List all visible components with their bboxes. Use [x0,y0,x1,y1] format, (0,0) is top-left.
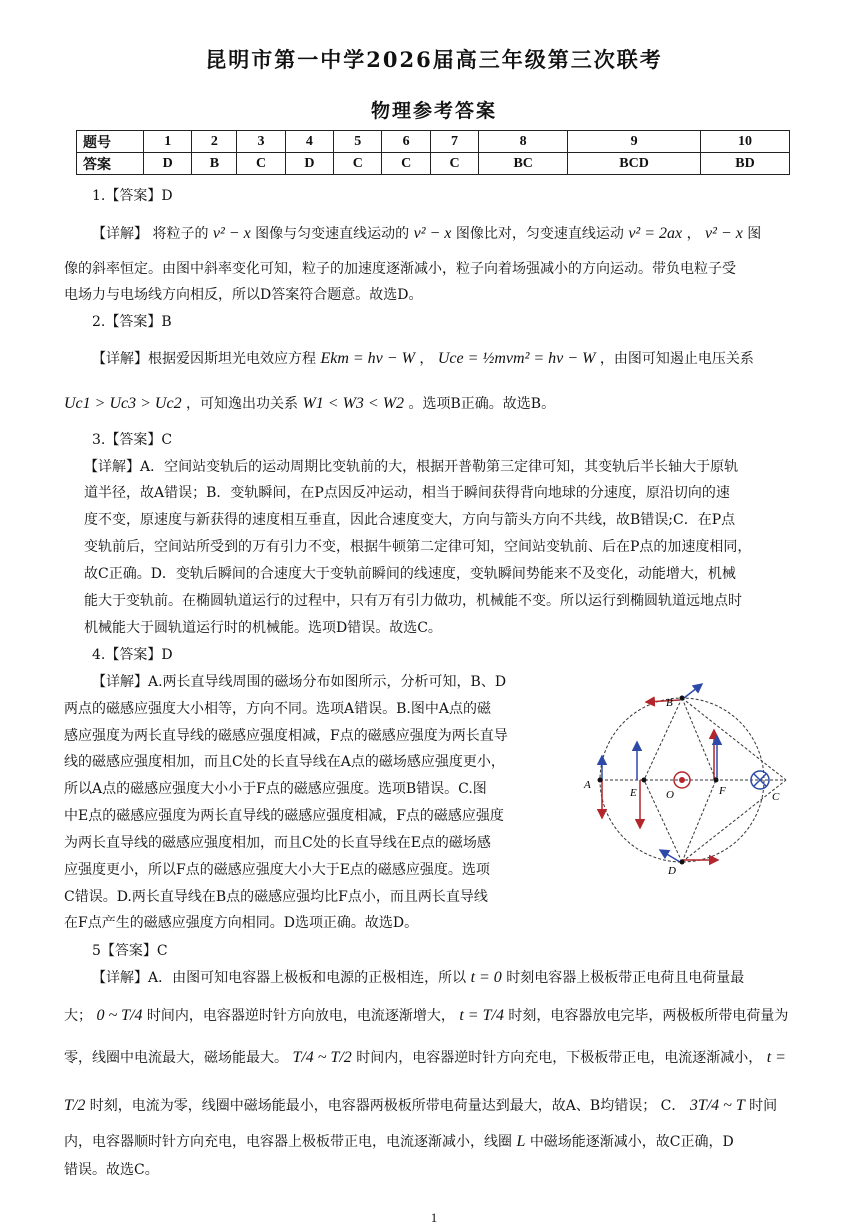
point-label-d: D [668,865,676,877]
q4-explanation-line: 为两长直导线的磁感应强度相加，而且C处的长直导线在E点的磁场感 [64,835,491,851]
answer-cell: D [144,153,192,175]
q3-explanation-line: 能大于变轨前。在椭圆轨道运行的过程中，只有万有引力做功，机械能不变。所以运行到椭圆轨道远地点时 [84,593,742,609]
q5-formula: T/2 [64,1097,86,1114]
answer-table [76,130,790,175]
point-label-o: O [666,789,674,801]
page-number: 1 [430,1210,438,1225]
q1-text: 图像与匀变速直线运动的 [255,226,410,242]
q5-explanation-line [92,968,744,988]
q3-explanation-line: 变轨前后，空间站所受到的万有引力不变，根据牛顿第二定律可知，空间站变轨前、后在P点的加速度相同， [84,539,752,555]
q5-text: 中磁场能逐渐减小，故C正确，D [529,1134,734,1150]
q5-text: 时间内，电容器逆时针方向放电，电流逐渐增大， [146,1008,455,1024]
q2-text: ，可知逸出功关系 [186,396,299,412]
q2-formula: Uc1 > Uc3 > Uc2 [64,395,182,412]
q2-text: ， [419,351,434,367]
q5-text: 时间 [749,1098,778,1114]
q5-formula: L [516,1133,526,1150]
q4-explanation-line: 线的磁感应强度相加，而且C处的长直导线在A点的磁场感应强度更小， [64,754,505,770]
q5-text: 时刻，电容器放电完毕，两极板所带电荷量为 [508,1008,789,1024]
q3-explanation-line: 故C正确。D．变轨后瞬间的合速度大于变轨前瞬间的线速度，变轨瞬间势能来不及变化，动能增大，机械 [84,566,736,582]
q2-text: 【详解】根据爱因斯坦光电效应方程 [92,351,316,367]
answer-cell: C [334,153,382,175]
answer-table-header-row [77,131,790,153]
q1-formula: v² − x [413,225,452,242]
q4-explanation-line: C错误。D.两长直导线在B点的磁感应强均比F点小，而且两长直导线 [64,889,488,905]
magnetic-field-diagram [582,676,804,882]
q4-explanation-line: 感应强度为两长直导线的磁感应强度相减，F点的磁感应强度为两长直导 [64,728,508,744]
q1-text: 图像比对，匀变速直线运动 [455,226,624,242]
question-number: 4 [285,131,333,153]
q1-formula: v² = 2ax [628,225,683,242]
answer-cell: D [285,153,333,175]
q4-explanation-line: 两点的磁感应强度大小相等，方向不同。选项A错误。B.图中A点的磁 [64,701,491,717]
field-vector-arrow [646,700,680,702]
point-marker [680,696,685,701]
answer-cell: BC [479,153,568,175]
q5-text: 时刻电容器上极板带正电荷且电荷量最 [506,970,745,986]
q5-formula: t = 0 [470,969,502,986]
q3-explanation-line: 度不变，原速度与新获得的速度相互垂直，因此合速度变大，方向与箭头方向不共线，故B错误;C．在P点 [84,512,736,528]
q1-explanation-line [92,224,761,244]
q1-explanation-line: 像的斜率恒定。由图中斜率变化可知，粒子的加速度逐渐减小，粒子向着场强减小的方向运动。带负电粒子受 [64,261,736,277]
point-marker [680,860,685,865]
q5-explanation-line [64,1006,788,1026]
point-label-b: B [666,697,673,709]
question-number: 6 [382,131,430,153]
guide-line [682,780,716,862]
point-label-f: F [719,785,726,797]
q5-text: 内，电容器顺时针方向充电，电容器上极板带正电，电流逐渐减小，线圈 [64,1134,512,1150]
answer-cell: C [237,153,285,175]
answer-table-answer-row [77,153,790,175]
q5-text: 【详解】A．由图可知电容器上极板和电源的正极相连，所以 [92,970,467,986]
q5-explanation-line [64,1048,786,1068]
q1-explanation-line: 电场力与电场线方向相反，所以D答案符合题意。故选D。 [64,287,423,303]
page-subtitle: 物理参考答案 [370,100,497,122]
q5-formula: 3T/4 ~ T [689,1097,745,1114]
q5-answer-heading: 5【答案】C [92,943,168,959]
q3-explanation-line: 道半径，故A错误；B．变轨瞬间，在P点因反冲运动，相当于瞬间获得背向地球的分速度，原沿切向的速 [84,485,730,501]
q2-answer-heading: 2.【答案】B [92,314,172,330]
q5-explanation-line [64,1096,777,1116]
q4-answer-heading: 4.【答案】D [92,647,173,663]
q3-explanation-line: 机械能大于圆轨道运行时的机械能。选项D错误。故选C。 [84,620,442,636]
answer-cell: C [430,153,478,175]
answer-cell: BD [701,153,790,175]
question-number: 1 [144,131,192,153]
q1-answer-heading: 1.【答案】D [92,188,173,204]
q3-explanation-line: 【详解】A．空间站变轨后的运动周期比变轨前的大，根据开普勒第三定律可知，其变轨后半长轴大于原轨 [84,459,739,475]
guide-line [644,698,682,780]
q4-explanation-line: 在F点产生的磁感应强度方向相同。D选项正确。故选D。 [64,915,419,931]
q2-formula: W1 < W3 < W2 [302,395,405,412]
q1-text: ， [686,226,701,242]
q2-formula: Uce = ½mvm² = hν − W [437,350,596,367]
question-number: 8 [479,131,568,153]
q5-explanation-line [64,1132,734,1152]
answer-cell: BCD [568,153,701,175]
point-label-a: A [584,779,591,791]
page-title: 昆明市第一中学2026届高三年级第三次联考 [205,47,663,72]
field-vector-arrow [684,684,702,698]
guide-line [644,780,682,862]
q5-text: 时间内，电容器逆时针方向充电，下极板带正电，电流逐渐减小， [356,1050,763,1066]
q4-explanation-line: 【详解】A.两长直导线周围的磁场分布如图所示，分析可知，B、D [92,674,507,690]
question-number: 9 [568,131,701,153]
q5-formula: 0 ~ T/4 [96,1007,143,1024]
q5-text: 时刻，电流为零，线圈中磁场能最小，电容器两极板所带电荷量达到最大，故A、B均错误； C． [89,1098,686,1114]
q2-text: 。选项B正确。故选B。 [408,396,556,412]
q2-text: ，由图可知遏止电压关系 [599,351,754,367]
answer-cell: B [192,153,237,175]
guide-line [682,698,716,780]
question-number: 7 [430,131,478,153]
q4-explanation-line: 所以A点的磁感应强度大小小于F点的磁感应强度。选项B错误。C.图 [64,781,487,797]
point-marker [598,778,603,783]
q5-text: 大； [64,1008,92,1024]
q5-explanation-line: 错误。故选C。 [64,1162,159,1178]
answer-cell: C [382,153,430,175]
answer-label: 答案 [77,153,144,175]
question-number: 10 [701,131,790,153]
q1-formula: v² − x [705,225,743,242]
q2-formula: Ekm = hν − W [320,350,415,367]
q2-explanation-line [64,394,555,414]
point-label-c: C [772,791,780,803]
q4-explanation-line: 中E点的磁感应强度为两长直导线的磁感应强度相减，F点的磁感应强度 [64,808,504,824]
q5-formula: t = T/4 [459,1007,504,1024]
point-label-e: E [630,787,637,799]
q1-text: 【详解】 将粒子的 [92,226,209,242]
q5-formula: T/4 ~ T/2 [292,1049,352,1066]
q1-text: 图 [747,226,762,242]
question-number-label: 题号 [77,131,144,153]
q2-explanation-line [92,349,754,369]
q1-formula: v² − x [212,225,251,242]
guide-line [682,698,786,780]
point-marker [642,778,647,783]
point-marker [714,778,719,783]
q5-text: 零，线圈中电流最大，磁场能最大。 [64,1050,288,1066]
question-number: 3 [237,131,285,153]
question-number: 5 [334,131,382,153]
wire-dot [679,777,685,783]
question-number: 2 [192,131,237,153]
q4-explanation-line: 应强度更小，所以F点的磁感应强度大小大于E点的磁感应强度。选项 [64,862,490,878]
q3-answer-heading: 3.【答案】C [92,432,173,448]
q5-formula: t = [766,1049,786,1066]
guide-line [682,780,786,862]
